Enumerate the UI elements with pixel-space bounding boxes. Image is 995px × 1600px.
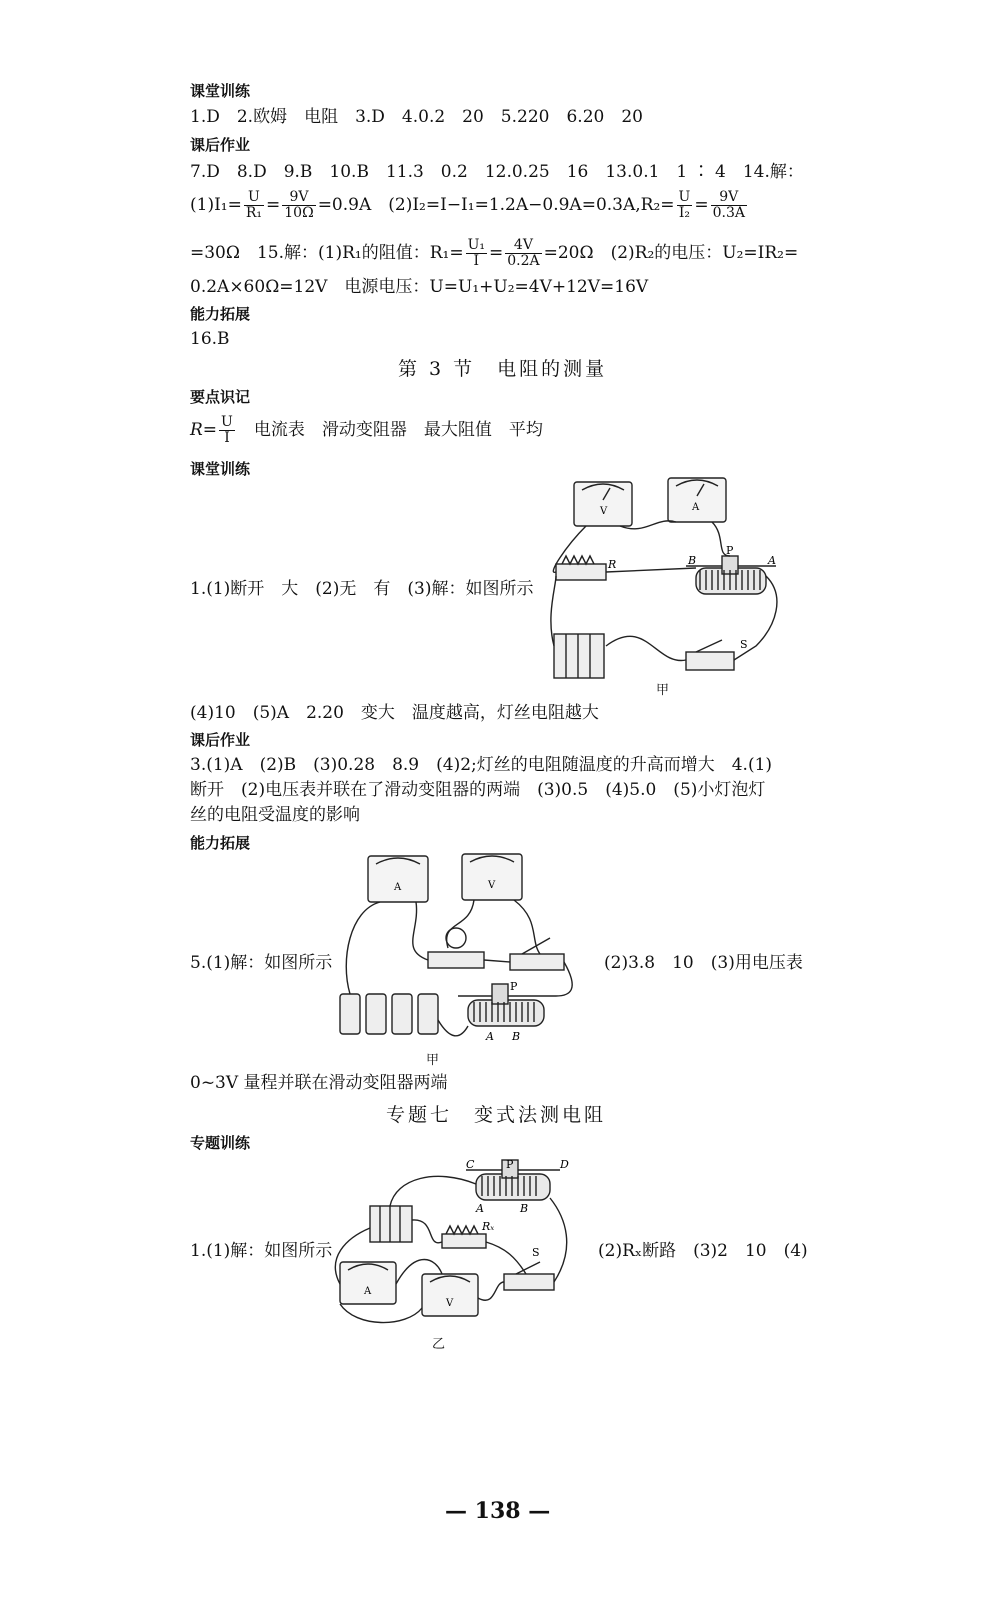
topic-title: 专题七 变式法测电阻 — [386, 1104, 607, 1126]
label-R: R — [608, 558, 617, 571]
label-B-3: B — [520, 1202, 529, 1215]
question-1-line: 1.(1)断开 大 (2)无 有 (3)解：如图所示 — [190, 579, 534, 599]
figure-caption-1: 甲 — [656, 683, 670, 698]
label-C: C — [466, 1158, 475, 1171]
text-segment: =20Ω (2)R₂的电压：U₂=IR₂= — [543, 243, 799, 263]
label-P: P — [726, 544, 734, 557]
label-B: B — [688, 554, 697, 567]
text-segment: 电流表 滑动变阻器 最大阻值 平均 — [236, 420, 543, 440]
label-Rx: Rₓ — [482, 1220, 495, 1233]
numerator: U — [244, 190, 264, 206]
fraction — [282, 190, 315, 221]
label-P-3: P — [506, 1158, 514, 1171]
topic-question-1-right: (2)Rₓ断路 (3)2 10 (4) — [598, 1241, 808, 1261]
label-S-3: S — [532, 1246, 540, 1259]
answer-line-7: 3.(1)A (2)B (3)0.28 8.9 (4)2;灯丝的电阻随温度的升高而增大 4.(1) — [190, 755, 773, 775]
text-segment: =0.9A (2)I₂=I−I₁=1.2A−0.9A=0.3A,R₂= — [317, 195, 675, 215]
numerator: 9V — [711, 190, 747, 206]
heading-kehou-2: 课后作业 — [190, 731, 251, 749]
label-P-2: P — [510, 980, 518, 993]
fraction — [677, 190, 693, 221]
answer-line-2: 7.D 8.D 9.B 10.B 11.3 0.2 12.0.25 16 13.0.1 1 ∶ 4 14.解： — [190, 162, 804, 182]
fraction — [219, 415, 235, 446]
numerator: 4V — [505, 238, 541, 254]
heading-yaodian: 要点识记 — [190, 388, 251, 406]
denominator: R₁ — [245, 205, 263, 221]
label-A-meter-3: A — [364, 1286, 372, 1297]
question-5-right: (2)3.8 10 (3)用电压表 — [604, 953, 803, 973]
label-A-2: A — [486, 1030, 494, 1043]
label-A-3: A — [476, 1202, 484, 1215]
topic-question-1: 1.(1)解：如图所示 — [190, 1241, 333, 1261]
label-V-meter-3: V — [446, 1298, 454, 1309]
answer-line-9: 丝的电阻受温度的影响 — [190, 805, 360, 825]
answer-line-4 — [190, 236, 798, 270]
fraction — [505, 238, 541, 269]
circuit-diagram-2 — [330, 850, 580, 1050]
page-number: — 138 — — [445, 1498, 551, 1524]
denominator: 10Ω — [284, 205, 314, 221]
numerator: 9V — [282, 190, 315, 206]
question-5-line: 5.(1)解：如图所示 — [190, 953, 333, 973]
key-points-line — [190, 412, 543, 448]
numerator: U₁ — [467, 237, 485, 253]
text-segment: = — [694, 195, 709, 215]
figure-caption-3: 乙 — [432, 1337, 446, 1352]
heading-ketang-1: 课堂训练 — [190, 82, 251, 100]
heading-zhuanti: 专题训练 — [190, 1134, 251, 1152]
heading-nengli-1: 能力拓展 — [190, 305, 251, 323]
denominator: I — [473, 253, 480, 269]
text-segment: =30Ω 15.解：(1)R₁的阻值：R₁= — [190, 243, 464, 263]
denominator: 0.3A — [712, 205, 745, 221]
answer-line-3 — [190, 188, 749, 222]
numerator: U — [678, 189, 691, 205]
denominator: 0.2A — [507, 253, 540, 269]
label-D: D — [560, 1158, 569, 1171]
figure-caption-2: 甲 — [426, 1053, 440, 1068]
label-A-terminal: A — [768, 554, 776, 567]
section-title: 第 3 节 电阻的测量 — [398, 358, 608, 380]
text-segment: = — [266, 195, 281, 215]
answer-line-5: 0.2A×60Ω=12V 电源电压：U=U₁+U₂=4V+12V=16V — [190, 277, 649, 297]
answer-line-1: 1.D 2.欧姆 电阻 3.D 4.0.2 20 5.220 6.20 20 — [190, 107, 643, 127]
label-S: S — [740, 638, 748, 651]
label-V: V — [600, 506, 608, 517]
label-V-meter: V — [488, 880, 496, 891]
numerator: U — [221, 414, 233, 430]
answer-line-6: 16.B — [190, 329, 230, 349]
label-A: A — [692, 502, 700, 513]
denominator: I₂ — [678, 205, 691, 221]
denominator: I — [224, 430, 230, 446]
label-B-2: B — [512, 1030, 521, 1043]
heading-nengli-2: 能力拓展 — [190, 834, 251, 852]
heading-ketang-2: 课堂训练 — [190, 460, 251, 478]
fraction — [711, 190, 747, 221]
answer-line-10: 0~3V 量程并联在滑动变阻器两端 — [190, 1073, 448, 1093]
label-A-meter: A — [394, 882, 402, 893]
text-segment: = — [488, 243, 504, 263]
answer-line-8: 断开 (2)电压表并联在了滑动变阻器的两端 (3)0.5 (4)5.0 (5)小灯泡灯 — [190, 780, 766, 800]
fraction — [244, 190, 264, 221]
fraction — [466, 238, 487, 269]
question-1b-line: (4)10 (5)A 2.20 变大 温度越高，灯丝电阻越大 — [190, 703, 599, 723]
text-segment: (1)I₁= — [190, 195, 242, 215]
circuit-diagram-1 — [546, 476, 806, 686]
formula-text: R= — [190, 420, 218, 440]
circuit-diagram-3 — [326, 1158, 582, 1338]
heading-kehou-1: 课后作业 — [190, 136, 251, 154]
